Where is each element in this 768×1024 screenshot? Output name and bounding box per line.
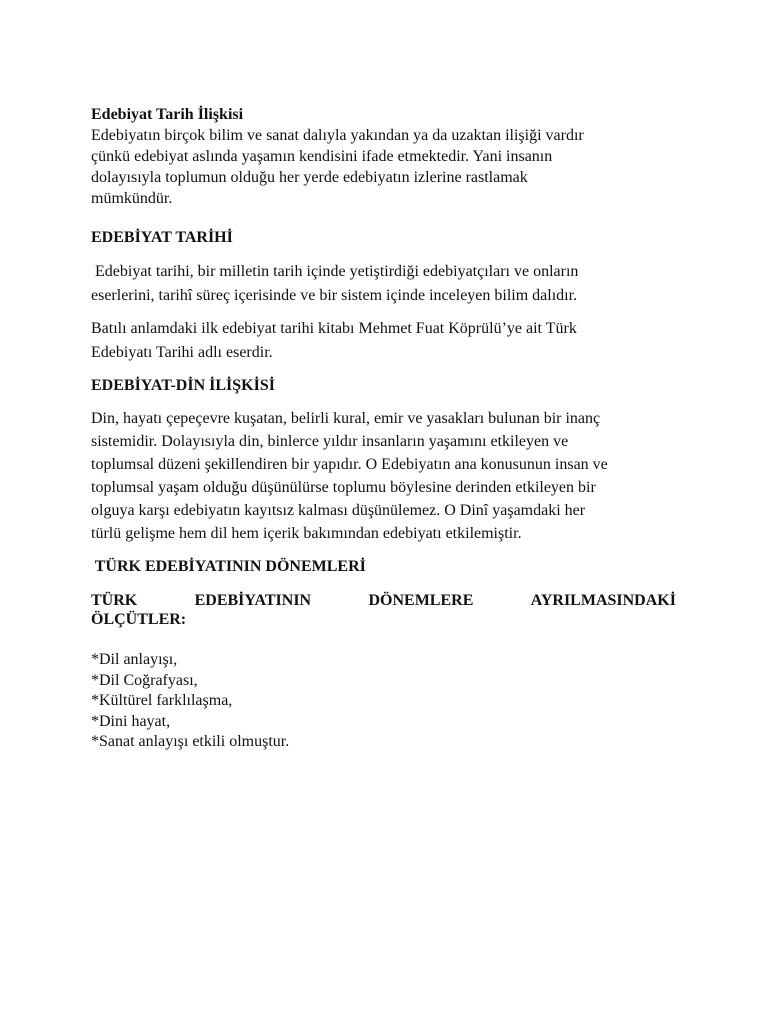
paragraph-line: sistemidir. Dolayısıyla din, binlerce yıldır insanların yaşamını etkileyen ve	[91, 433, 569, 450]
paragraph-line: türlü gelişme hem dil hem içerik bakımından edebiyatı etkilemiştir.	[91, 525, 522, 542]
paragraph-line: toplumsal yaşam olduğu düşünülürse toplumu böylesine derinden etkileyen bir	[91, 479, 596, 496]
paragraph-line: Edebiyatı Tarihi adlı eserdir.	[91, 344, 273, 361]
list-item: *Dini hayat,	[91, 712, 171, 730]
subheading-word: DÖNEMLERE	[368, 592, 474, 609]
heading-turk-edebiyatinin-donemleri: TÜRK EDEBİYATININ DÖNEMLERİ	[91, 558, 366, 575]
document-page	[91, 104, 676, 753]
list-item: *Kültürel farklılaşma,	[91, 692, 233, 709]
ilk-edebiyat-tarihi-paragraph	[91, 317, 676, 365]
edebiyat-tarihi-paragraph	[91, 260, 676, 308]
paragraph-line: Din, hayatı çepeçevre kuşatan, belirli kural, emir ve yasakları bulunan bir inanç	[91, 410, 601, 427]
paragraph-line: toplumsal düzeni şekillendiren bir yapıdır. O Edebiyatın ana konusunun insan ve	[91, 456, 608, 473]
paragraph-line: olguya karşı edebiyatın kayıtsız kalması düşünülemez. O Dinî yaşamdaki her	[91, 502, 586, 519]
subheading-line-2: ÖLÇÜTLER:	[91, 611, 187, 628]
criteria-list	[91, 650, 676, 753]
paragraph-line: eserlerini, tarihî süreç içerisinde ve bir sistem içinde inceleyen bilim dalıdır.	[91, 287, 578, 304]
intro-line: mümkündür.	[91, 190, 173, 207]
intro-title: Edebiyat Tarih İlişkisi	[91, 106, 244, 123]
subheading-word: EDEBİYATININ	[194, 592, 312, 609]
list-item: *Sanat anlayışı etkili olmuştur.	[91, 733, 290, 750]
subheading-donemlere-ayrilma-olcutleri	[91, 591, 676, 629]
subheading-word: AYRILMASINDAKİ	[530, 592, 676, 609]
list-item: *Dil anlayışı,	[91, 651, 178, 668]
paragraph-line: Edebiyat tarihi, bir milletin tarih içinde yetiştirdiği edebiyatçıları ve onların	[91, 263, 579, 280]
edebiyat-din-paragraph	[91, 407, 676, 545]
intro-line: çünkü edebiyat aslında yaşamın kendisini ifade etmektedir. Yani insanın	[91, 148, 553, 165]
subheading-line-1	[91, 591, 676, 610]
intro-line: Edebiyatın birçok bilim ve sanat dalıyla yakından ya da uzaktan ilişiği vardır	[91, 127, 584, 144]
list-item: *Dil Coğrafyası,	[91, 671, 198, 689]
paragraph-line: Batılı anlamdaki ilk edebiyat tarihi kitabı Mehmet Fuat Köprülü’ye ait Türk	[91, 320, 577, 337]
heading-edebiyat-din-iliskisi: EDEBİYAT-DİN İLİŞKİSİ	[91, 377, 275, 394]
intro-line: dolayısıyla toplumun olduğu her yerde edebiyatın izlerine rastlamak	[91, 169, 528, 186]
subheading-word: TÜRK	[91, 592, 138, 609]
intro-paragraph	[91, 104, 676, 209]
heading-edebiyat-tarihi: EDEBİYAT TARİHİ	[91, 229, 233, 246]
